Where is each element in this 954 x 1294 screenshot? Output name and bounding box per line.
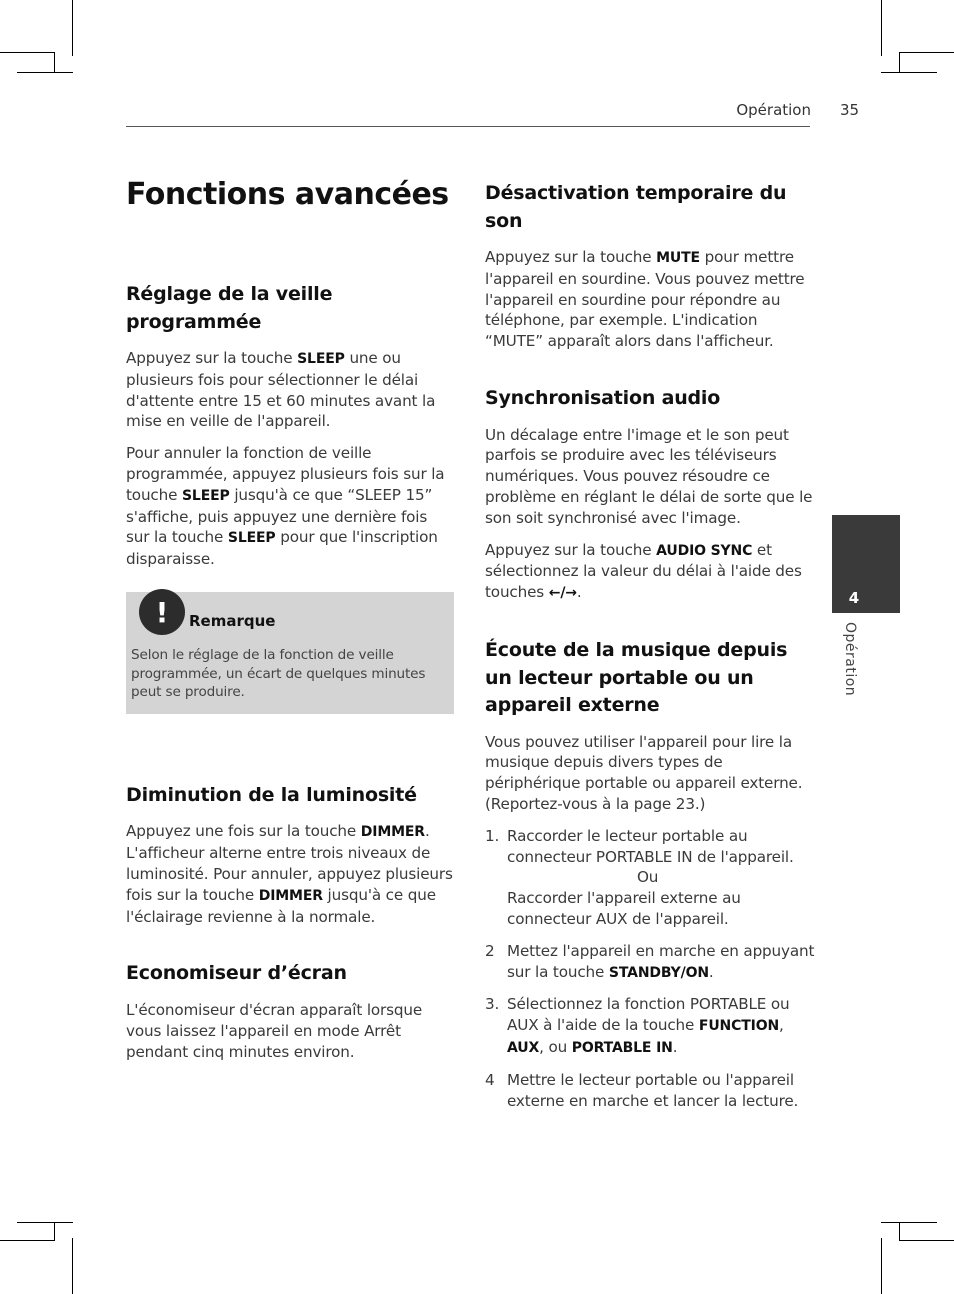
text: . — [708, 962, 714, 981]
sleep-key: SLEEP — [297, 351, 345, 368]
note-title: Remarque — [189, 612, 276, 631]
sleep-paragraph-1 — [126, 348, 454, 432]
crop-mark — [899, 52, 900, 72]
portable-in-key: PORTABLE IN — [571, 1040, 673, 1056]
crop-mark — [881, 72, 937, 73]
sleep-paragraph-2 — [126, 443, 454, 570]
text: Raccorder le lecteur portable au connecteur PORTABLE IN de l'appareil. — [507, 826, 794, 866]
sleep-key: SLEEP — [227, 530, 276, 547]
text: , ou — [539, 1038, 572, 1056]
aux-key: AUX — [507, 1040, 540, 1056]
dimmer-key: DIMMER — [258, 887, 323, 904]
list-item — [485, 994, 815, 1058]
step-number: 4 — [485, 1070, 495, 1089]
text: Appuyez sur la touche — [485, 540, 657, 559]
list-item — [485, 941, 815, 984]
crop-mark — [881, 1222, 937, 1223]
screensaver-paragraph: L'économiseur d'écran apparaît lorsque vous laissez l'appareil en mode Arrêt pendant cinq minutes environ. — [126, 1000, 423, 1061]
spacer — [485, 615, 815, 637]
note-header — [139, 595, 449, 640]
chapter-number: 4 — [848, 589, 860, 607]
text: une ou plusieurs fois pour sélectionner le délai d'attente entre 15 et 60 minutes avant la mise en veille de l'appareil. — [126, 349, 436, 431]
text: et sélectionnez la valeur du délai à l'aide des touches — [485, 540, 802, 602]
crop-mark — [54, 1222, 55, 1241]
audio-sync-key: AUDIO SYNC — [656, 542, 753, 559]
or-text: Ou — [637, 868, 659, 887]
function-key: FUNCTION — [698, 1018, 780, 1035]
text: . — [672, 1038, 678, 1056]
sync-heading: Synchronisation audio — [485, 387, 721, 410]
dimmer-paragraph — [126, 821, 454, 927]
step-text — [507, 941, 815, 984]
standby-key: STANDBY/ON — [608, 964, 709, 981]
crop-mark — [17, 72, 73, 73]
portable-intro: Vous pouvez utiliser l'appareil pour lire la musique depuis divers types de périphérique portable ou appareil externe. (Reportez-vous à la page 23.) — [485, 732, 803, 814]
step-number: 1. — [485, 826, 500, 845]
sleep-key: SLEEP — [181, 487, 230, 504]
crop-mark — [17, 1222, 73, 1223]
text: Pour annuler la fonction de veille programmée, appuyez plusieurs fois sur la touche — [126, 444, 445, 504]
crop-mark — [881, 1238, 882, 1294]
left-column — [126, 178, 454, 1073]
note-text: Selon le réglage de la fonction de veille programmée, un écart de quelques minutes peut se produire. — [131, 647, 426, 701]
crop-mark — [72, 1238, 73, 1294]
crop-mark — [72, 0, 73, 56]
text: Appuyez sur la touche — [485, 248, 657, 267]
page-title: Fonctions avancées — [126, 177, 449, 212]
dimmer-heading: Diminution de la luminosité — [126, 783, 417, 806]
text: jusqu'à ce que l'éclairage revienne à la normale. — [126, 885, 436, 926]
portable-heading: Écoute de la musique depuis un lecteur portable ou un appareil externe — [485, 639, 788, 717]
text: Raccorder l'appareil externe au connecteur AUX de l'appareil. — [507, 889, 741, 929]
spacer — [126, 938, 454, 960]
step-text — [507, 826, 815, 930]
sync-paragraph-1: Un décalage entre l'image et le son peut parfois se produire avec les téléviseurs numériques. Vous pouvez résoudre ce problème en réglant le délai de sorte que le son soit synchronisé avec l'image. — [485, 425, 813, 527]
mute-key: MUTE — [656, 250, 700, 267]
crop-mark — [899, 1222, 900, 1241]
exclamation-icon: ! — [139, 589, 185, 635]
dimmer-key: DIMMER — [360, 824, 425, 841]
crop-mark — [899, 52, 954, 53]
step-number: 2 — [485, 941, 495, 960]
crop-mark — [899, 1240, 954, 1241]
note-box — [126, 592, 454, 714]
text: Appuyez une fois sur la touche — [126, 822, 361, 841]
crop-mark — [54, 52, 55, 72]
mute-paragraph — [485, 247, 815, 352]
steps-list — [485, 826, 815, 1112]
step-text — [507, 994, 815, 1058]
text: Appuyez sur la touche — [126, 349, 298, 368]
text: pour mettre l'appareil en sourdine. Vous pouvez mettre l'appareil en sourdine pour répondre au téléphone, par exemple. L'indication “MUTE” apparaît alors dans l'afficheur. — [485, 248, 805, 351]
text: , — [779, 1016, 784, 1035]
step-text: Mettre le lecteur portable ou l'appareil externe en marche et lancer la lecture. — [507, 1070, 799, 1110]
text: Mettez l'appareil en marche en appuyant sur la touche — [507, 941, 815, 981]
header-rule — [126, 126, 810, 127]
sync-paragraph-2 — [485, 540, 815, 604]
text: . L'afficheur alterne entre trois niveaux de luminosité. Pour annuler, appuyez plusieurs fois sur la touche — [126, 822, 453, 904]
text: jusqu'à ce que “SLEEP 15” s'affiche, puis appuyez une dernière fois sur la touche — [126, 485, 433, 547]
crop-mark — [881, 0, 882, 56]
spacer — [485, 363, 815, 385]
list-item — [485, 1070, 815, 1112]
arrow-keys-icon: ←/→ — [548, 585, 577, 602]
page-number: 35 — [840, 101, 860, 119]
text: pour que l'inscription disparaisse. — [126, 528, 438, 569]
right-column — [485, 180, 815, 1122]
mute-heading: Désactivation temporaire du son — [485, 182, 787, 232]
crop-mark — [0, 1240, 55, 1241]
sleep-heading: Réglage de la veille programmée — [126, 283, 333, 333]
step-number: 3. — [485, 995, 500, 1014]
crop-mark — [0, 52, 55, 53]
text: . — [576, 583, 582, 602]
text: Sélectionnez la fonction PORTABLE ou AUX à l'aide de la touche — [507, 995, 790, 1035]
screensaver-heading: Economiseur d’écran — [126, 962, 347, 985]
list-item — [485, 826, 815, 930]
chapter-label: Opération — [842, 622, 858, 697]
running-header-section: Opération — [736, 101, 811, 119]
